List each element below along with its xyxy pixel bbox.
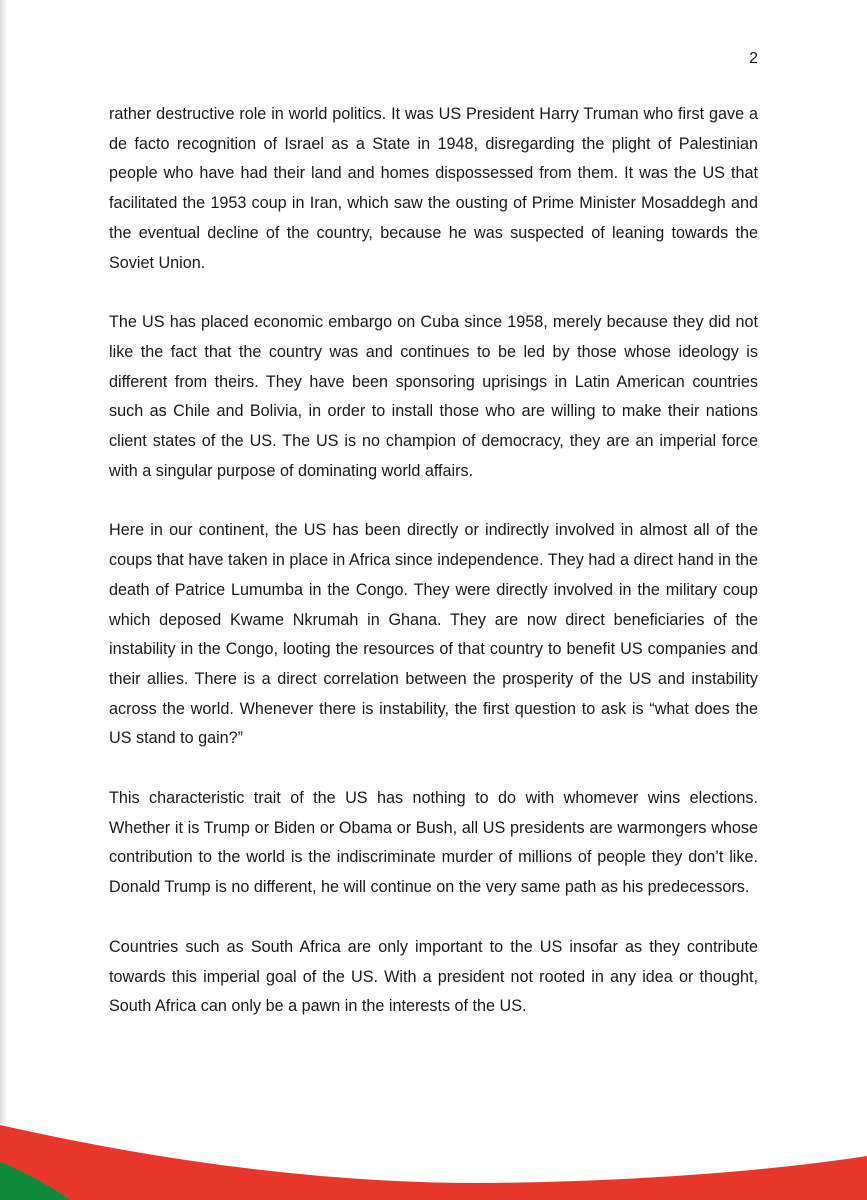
page-edge-shadow bbox=[0, 0, 8, 1200]
page-number: 2 bbox=[749, 50, 758, 67]
footer-swoosh-decoration bbox=[0, 1110, 867, 1200]
paragraph-1: rather destructive role in world politics. It was US President Harry Truman who first gave a de facto recognition of Israel as a State in 1948, disregarding the plight of Palestinian people who have had their land and homes dispossessed from them. It was the US that facilitated the 1953 coup in Iran, which saw the ousting of Prime Minister Mosaddegh and the eventual decline of the country, because he was suspected of leaning towards the Soviet Union. bbox=[109, 105, 758, 272]
footer-red-band bbox=[0, 1124, 867, 1200]
paragraph-2: The US has placed economic embargo on Cuba since 1958, merely because they did not like the fact that the country was and continues to be led by those whose ideology is different from theirs. They have been sponsoring uprisings in Latin American countries such as Chile and Bolivia, in order to install those who are willing to make their nations client states of the US. The US is no champion of democracy, they are an imperial force with a singular purpose of dominating world affairs. bbox=[109, 313, 758, 480]
paragraph-5: Countries such as South Africa are only important to the US insofar as they contribute towards this imperial goal of the US. With a president not rooted in any idea or thought, South Africa can only be a pawn in the interests of the US. bbox=[109, 937, 758, 1016]
paragraph-3: Here in our continent, the US has been directly or indirectly involved in almost all of the coups that have taken in place in Africa since independence. They had a direct hand in the death of Patrice Lumumba in the Congo. They were directly involved in the military coup which deposed Kwame Nkrumah in Ghana. They are now direct beneficiaries of the instability in the Congo, looting the resources of that country to benefit US companies and their allies. There is a direct correlation between the prosperity of the US and instability across the world. Whenever there is instability, the first question to ask is “what does the US stand to gain?” bbox=[109, 521, 758, 748]
paragraph-4: This characteristic trait of the US has nothing to do with whomever wins elections. Whether it is Trump or Biden or Obama or Bush, all US presidents are warmongers whose contribution to the world is the indiscriminate murder of millions of people they don’t like. Donald Trump is no different, he will continue on the very same path as his predecessors. bbox=[109, 789, 758, 897]
body-text bbox=[109, 100, 758, 1022]
